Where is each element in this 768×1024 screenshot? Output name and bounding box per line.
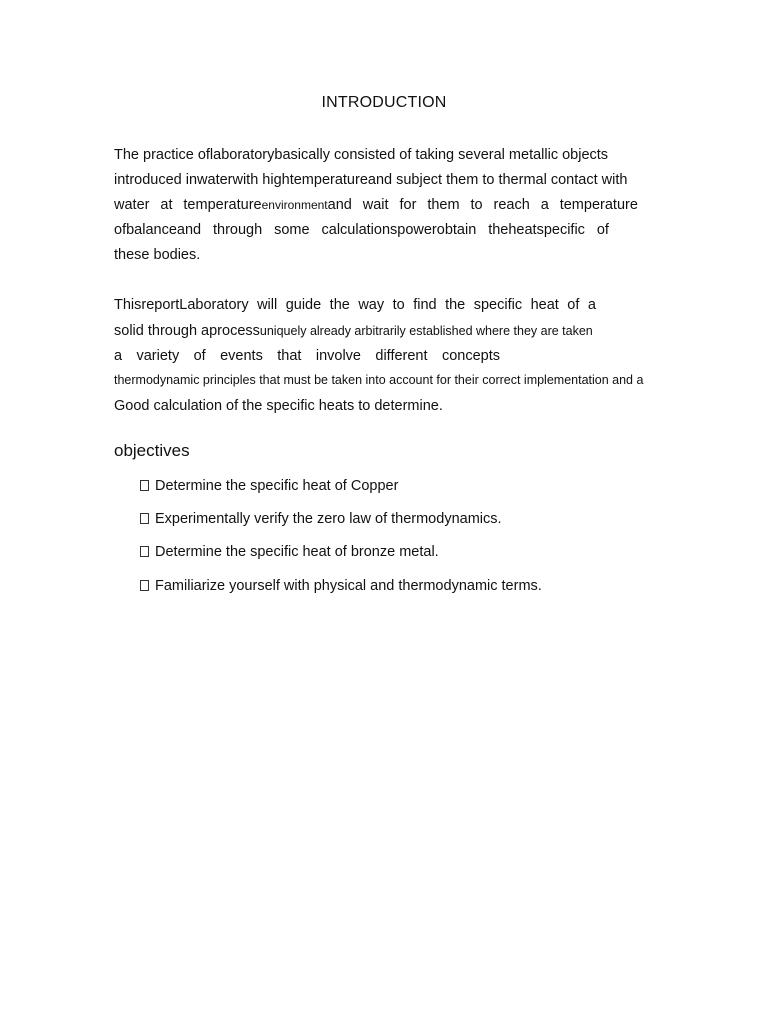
- word: water: [114, 197, 150, 213]
- word: temperature: [559, 197, 638, 213]
- word: concepts: [441, 348, 500, 364]
- paragraph2-line1: [114, 296, 596, 314]
- word: different: [375, 348, 428, 364]
- paragraph1-line1: The practice oflaboratorybasically consisted of taking several metallic objects: [114, 147, 609, 163]
- objective-text: Determine the specific heat of Copper: [155, 478, 399, 494]
- word: for: [399, 197, 417, 213]
- word: theheatspecific: [488, 222, 585, 238]
- paragraph2-line4: thermodynamic principles that must be taken into account for their correct implementation and a: [114, 373, 644, 387]
- word: through: [213, 222, 263, 238]
- paragraph2-line3: [114, 347, 500, 365]
- checkbox-icon: [140, 580, 149, 591]
- word: heat: [530, 297, 559, 313]
- paragraph2-line5: Good calculation of the specific heats to determine.: [114, 398, 443, 414]
- checkbox-icon: [140, 480, 149, 491]
- word: that: [277, 348, 302, 364]
- word: events: [220, 348, 263, 364]
- paragraph1-line4: [114, 221, 609, 239]
- objective-item: [140, 577, 542, 595]
- objective-text: Familiarize yourself with physical and thermodynamic terms.: [155, 578, 542, 594]
- word: ThisreportLaboratory: [114, 297, 249, 313]
- word: calculationspowerobtain: [321, 222, 477, 238]
- word: to: [392, 297, 405, 313]
- word-part: and: [327, 197, 352, 213]
- page-title: INTRODUCTION: [321, 94, 447, 111]
- word: a: [540, 197, 549, 213]
- word: way: [358, 297, 385, 313]
- text-small: uniquely already arbitrarily established where they are taken: [259, 324, 593, 338]
- word-part-small: environment: [261, 198, 328, 212]
- word-part: temperature: [183, 197, 262, 213]
- objective-text: Determine the specific heat of bronze metal.: [155, 544, 439, 560]
- word: them: [427, 197, 460, 213]
- objective-text: Experimentally verify the zero law of thermodynamics.: [155, 511, 502, 527]
- paragraph1-line2: introduced inwaterwith hightemperatureand subject them to thermal contact with: [114, 172, 628, 188]
- objective-item: [140, 543, 439, 561]
- word: of: [596, 222, 609, 238]
- checkbox-icon: [140, 546, 149, 557]
- word: guide: [285, 297, 322, 313]
- word: a: [587, 297, 596, 313]
- word: of: [193, 348, 206, 364]
- word: will: [257, 297, 278, 313]
- word: to: [470, 197, 483, 213]
- paragraph1-line3: [114, 196, 638, 214]
- word: some: [274, 222, 310, 238]
- objective-item: [140, 510, 502, 528]
- word: variety: [136, 348, 180, 364]
- word: wait: [362, 197, 389, 213]
- word: at: [160, 197, 173, 213]
- word: a: [114, 348, 123, 364]
- word: the: [329, 297, 350, 313]
- word: involve: [315, 348, 361, 364]
- text-main: solid through aprocess: [114, 323, 260, 339]
- objectives-heading: objectives: [114, 441, 190, 460]
- paragraph1-line5: these bodies.: [114, 247, 201, 263]
- word: [183, 196, 351, 214]
- objective-item: [140, 477, 398, 495]
- word: specific: [473, 297, 523, 313]
- word: find: [413, 297, 437, 313]
- paragraph2-line2: [114, 322, 593, 340]
- word: the: [445, 297, 466, 313]
- word: of: [567, 297, 580, 313]
- checkbox-icon: [140, 513, 149, 524]
- word: reach: [493, 197, 530, 213]
- word: ofbalanceand: [114, 222, 202, 238]
